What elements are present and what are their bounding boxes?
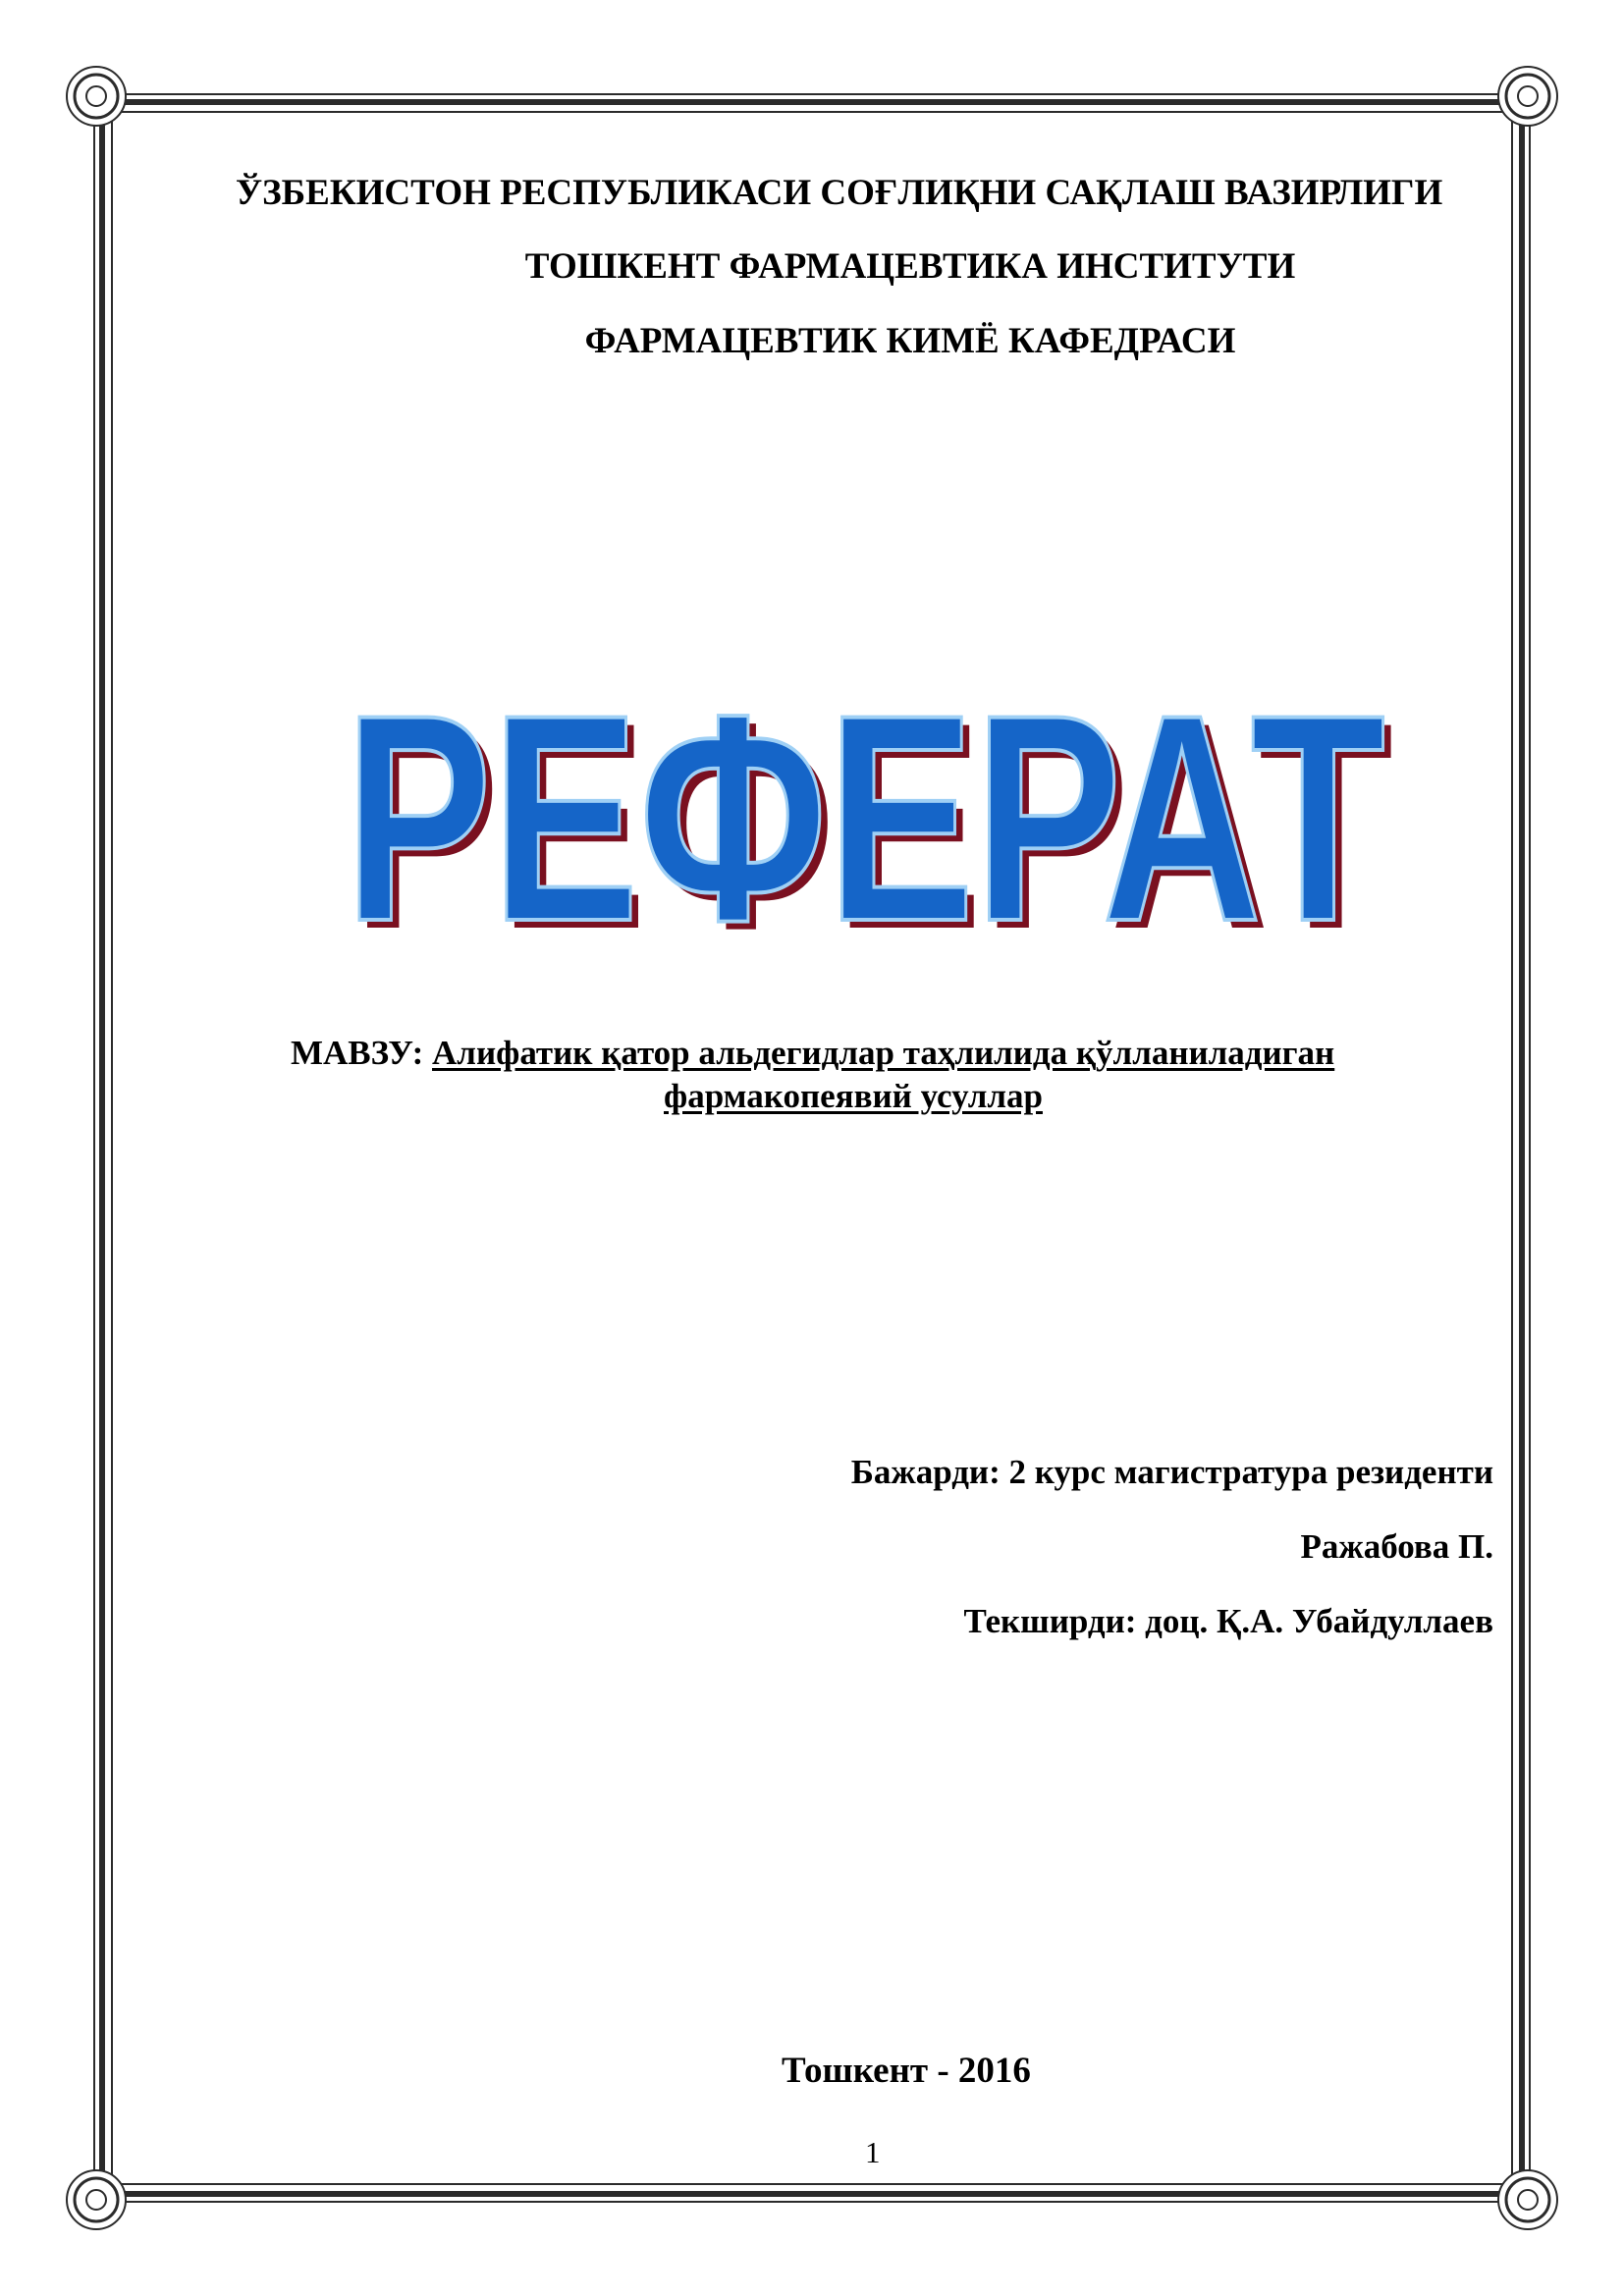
student-name: Ражабова П.: [1300, 1527, 1493, 1566]
topic-title-part-2: фармакопеявий усуллар: [664, 1077, 1043, 1115]
corner-ornament-bottom-right: [1498, 2170, 1557, 2229]
checked-by: Текширди: доц. Қ.А. Убайдуллаев: [963, 1602, 1493, 1640]
department-heading: ФАРМАЦЕВТИК КИМЁ КАФЕДРАСИ: [584, 321, 1236, 361]
title-wordart: [324, 677, 1414, 942]
title-shadow: РЕФЕРАТ: [352, 677, 1393, 942]
institute-heading: ТОШКЕНТ ФАРМАЦЕВТИКА ИНСТИТУТИ: [524, 246, 1296, 287]
city-year: Тошкент - 2016: [782, 2051, 1031, 2091]
ministry-heading: ЎЗБЕКИСТОН РЕСПУБЛИКАСИ СОҒЛИҚНИ САҚЛАШ ВАЗИРЛИГИ: [236, 173, 1443, 213]
page-number: 1: [865, 2135, 881, 2169]
corner-ornament-top-left: [67, 67, 126, 126]
topic-title-part-1: Алифатик қатор альдегидлар таҳлилида қўлланиладиган: [432, 1034, 1335, 1072]
performed-by: Бажарди: 2 курс магистратура резиденти: [850, 1453, 1493, 1491]
topic-line-1: [291, 1034, 1334, 1073]
corner-ornament-top-right: [1498, 67, 1557, 126]
topic-label: МАВЗУ:: [291, 1034, 424, 1072]
corner-ornament-bottom-left: [67, 2170, 126, 2229]
title-text: РЕФЕРАТ: [345, 677, 1385, 942]
